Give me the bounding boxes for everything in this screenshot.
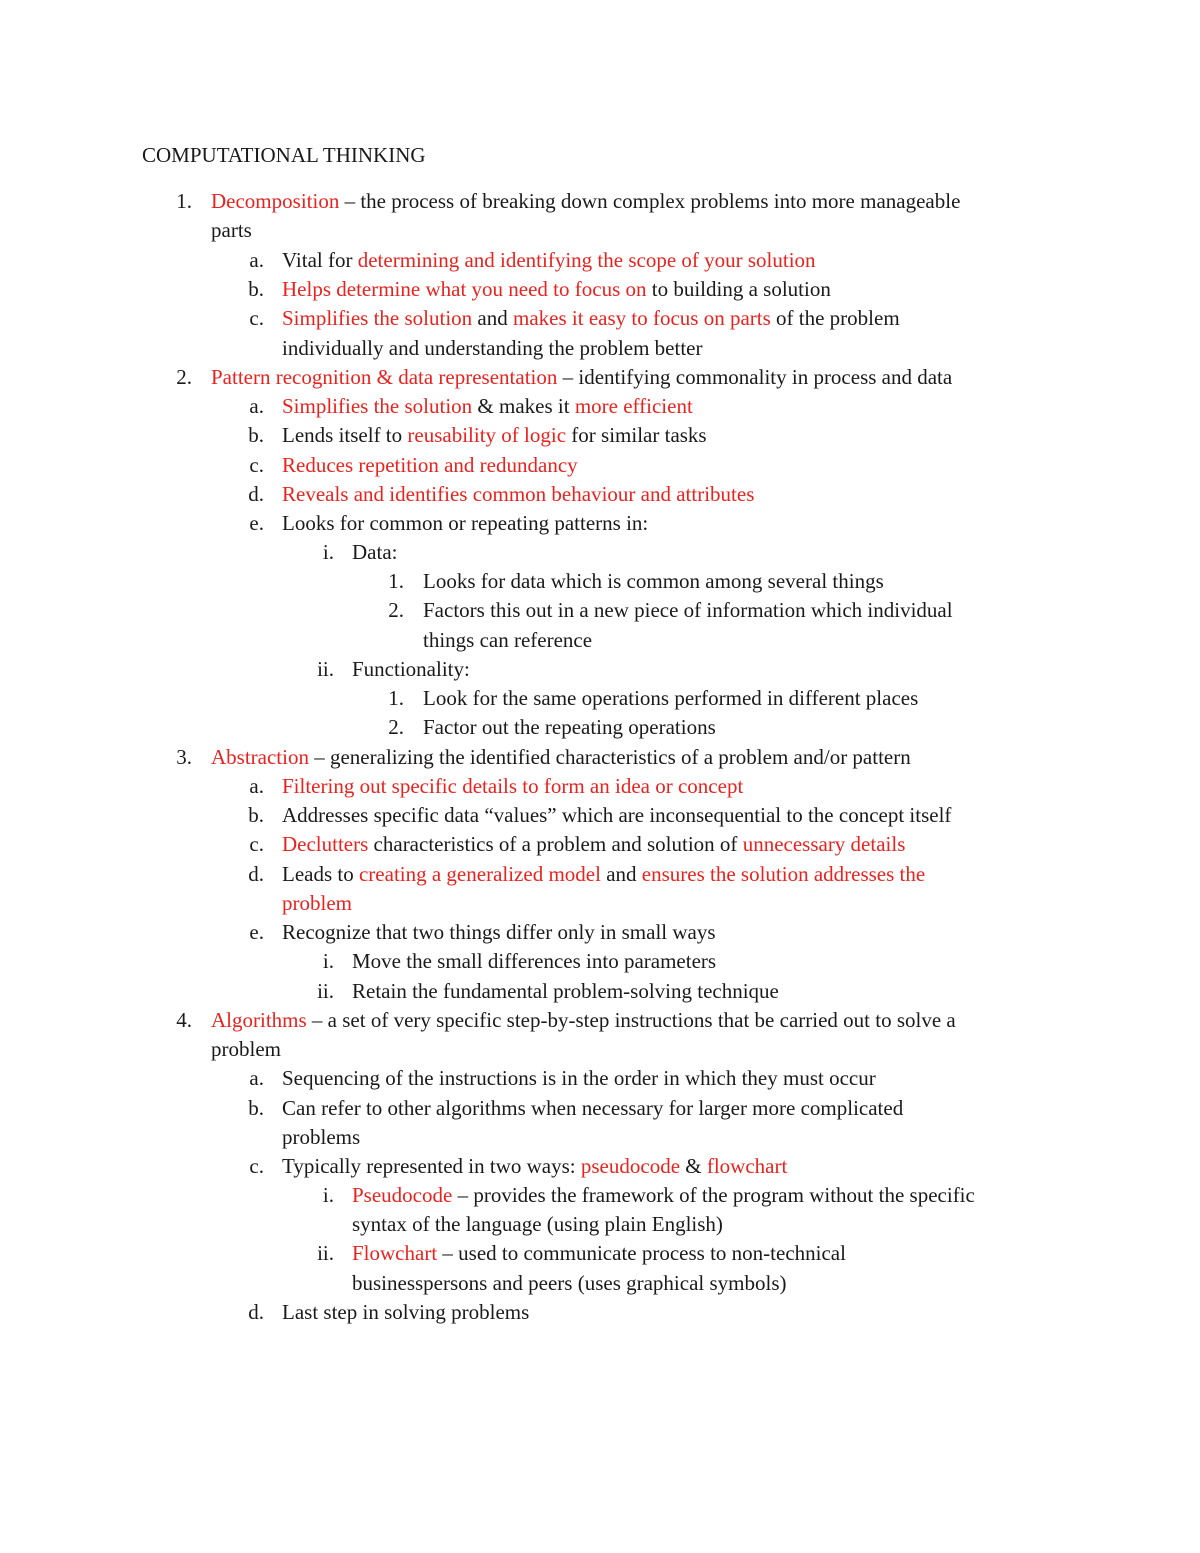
list-item-text	[282, 832, 905, 856]
highlighted-term: Simplifies the solution	[282, 394, 473, 418]
list-marker: a.	[249, 774, 264, 798]
body-text: and	[600, 862, 642, 886]
list-item-text	[282, 394, 693, 418]
list-item-text	[282, 774, 743, 798]
body-text: problem	[211, 1037, 281, 1061]
list-item-text	[282, 336, 702, 360]
body-text: Leads to	[282, 862, 359, 886]
list-marker: c.	[249, 453, 264, 477]
body-text: and	[472, 306, 513, 330]
body-text: things can reference	[423, 628, 593, 652]
list-marker: ii.	[317, 1241, 334, 1265]
highlighted-term: Decomposition	[211, 189, 340, 213]
highlighted-term: Reveals and identifies common behaviour and attributes	[282, 482, 755, 506]
list-item-text	[282, 423, 707, 447]
list-item-text	[352, 949, 716, 973]
highlighted-term: more efficient	[574, 394, 693, 418]
highlighted-term: determining and identifying the scope of your solution	[357, 248, 816, 272]
body-text: Typically represented in two ways:	[282, 1154, 581, 1178]
list-marker: c.	[249, 306, 264, 330]
body-text: Looks for common or repeating patterns in:	[282, 511, 649, 535]
body-text: &	[680, 1154, 707, 1178]
list-item-text	[352, 1183, 975, 1207]
list-item-text	[352, 1241, 846, 1265]
body-text: Move the small differences into parameters	[352, 949, 717, 973]
highlighted-term: creating a generalized model	[358, 862, 601, 886]
list-marker: 1.	[388, 686, 404, 710]
list-marker: e.	[249, 511, 264, 535]
list-item-text	[282, 511, 648, 535]
list-marker: 4.	[176, 1008, 192, 1032]
list-item-text	[352, 1271, 787, 1295]
body-text: Last step in solving problems	[282, 1300, 530, 1324]
highlighted-term: Flowchart	[352, 1241, 438, 1265]
list-item-text	[282, 277, 831, 301]
list-item-text	[282, 1154, 787, 1178]
body-text: – a set of very specific step-by-step instructions that be carried out to solve a	[306, 1008, 956, 1032]
list-item-text	[423, 715, 716, 739]
body-text: Data:	[352, 540, 398, 564]
body-text: to building a solution	[646, 277, 831, 301]
list-item-text	[352, 979, 779, 1003]
list-marker: 3.	[176, 745, 192, 769]
list-item-text	[423, 628, 592, 652]
body-text: – identifying commonality in process and data	[557, 365, 953, 389]
list-marker: b.	[248, 277, 264, 301]
body-text: – provides the framework of the program without the specific	[452, 1183, 975, 1207]
list-item-text	[211, 745, 911, 769]
body-text: Vital for	[282, 248, 358, 272]
body-text: – generalizing the identified characteristics of a problem and/or pattern	[308, 745, 911, 769]
list-item-text	[423, 569, 884, 593]
list-item-text	[211, 1008, 956, 1032]
body-text: Retain the fundamental problem-solving technique	[352, 979, 779, 1003]
list-marker: a.	[249, 1066, 264, 1090]
list-item-text	[423, 686, 918, 710]
body-text: & makes it	[472, 394, 575, 418]
list-marker: b.	[248, 803, 264, 827]
body-text: for similar tasks	[566, 423, 707, 447]
list-item-text	[282, 1300, 529, 1324]
body-text: individually and understanding the problem better	[282, 336, 703, 360]
highlighted-term: problem	[282, 891, 352, 915]
body-text: Recognize that two things differ only in small ways	[282, 920, 716, 944]
body-text: businesspersons and peers (uses graphical symbols)	[352, 1271, 787, 1295]
list-item-text	[282, 453, 578, 477]
highlighted-term: Abstraction	[211, 745, 309, 769]
list-item-text	[282, 920, 716, 944]
body-text: syntax of the language (using plain English)	[352, 1212, 723, 1236]
list-marker: ii.	[317, 657, 334, 681]
highlighted-term: Reduces repetition and redundancy	[282, 453, 578, 477]
list-marker: ii.	[317, 979, 334, 1003]
list-item-text	[352, 540, 397, 564]
body-text: Functionality:	[352, 657, 470, 681]
list-marker: d.	[248, 862, 264, 886]
body-text: Sequencing of the instructions is in the order in which they must occur	[282, 1066, 876, 1090]
list-item-text	[282, 248, 816, 272]
highlighted-term: flowchart	[706, 1154, 788, 1178]
highlighted-term: reusability of logic	[407, 423, 567, 447]
list-marker: 2.	[388, 715, 404, 739]
list-item-text	[282, 1125, 360, 1149]
highlighted-term: makes it easy to focus on parts	[513, 306, 771, 330]
list-item-text	[282, 1066, 876, 1090]
list-marker: e.	[249, 920, 264, 944]
highlighted-term: Declutters	[282, 832, 369, 856]
list-item-text	[211, 1037, 281, 1061]
list-marker: d.	[248, 1300, 264, 1324]
list-item-text	[282, 1096, 903, 1120]
highlighted-term: unnecessary details	[742, 832, 906, 856]
list-item-text	[423, 598, 953, 622]
body-text: parts	[211, 218, 252, 242]
highlighted-term: Pseudocode	[352, 1183, 453, 1207]
highlighted-term: Helps determine what you need to focus on	[282, 277, 647, 301]
body-text: Look for the same operations performed in different places	[423, 686, 919, 710]
highlighted-term: Simplifies the solution	[282, 306, 473, 330]
list-marker: c.	[249, 1154, 264, 1178]
list-item-text	[211, 218, 252, 242]
highlighted-term: Pattern recognition & data representation	[211, 365, 558, 389]
list-item-text	[282, 862, 925, 886]
list-marker: d.	[248, 482, 264, 506]
list-item-text	[211, 189, 960, 213]
list-marker: i.	[322, 949, 334, 973]
list-item-text	[282, 891, 352, 915]
list-item-text	[211, 365, 952, 389]
document-title: COMPUTATIONAL THINKING	[142, 143, 426, 167]
list-marker: b.	[248, 423, 264, 447]
body-text: Factors this out in a new piece of information which individual	[423, 598, 953, 622]
list-item-text	[282, 306, 900, 330]
list-item-text	[282, 803, 951, 827]
body-text: Lends itself to	[282, 423, 408, 447]
list-marker: a.	[249, 248, 264, 272]
list-marker: i.	[322, 540, 334, 564]
highlighted-term: ensures the solution addresses the	[641, 862, 926, 886]
list-marker: 1.	[176, 189, 192, 213]
body-text: – the process of breaking down complex problems into more manageable	[339, 189, 961, 213]
list-item-text	[282, 482, 754, 506]
list-item-text	[352, 657, 470, 681]
list-marker: 2.	[176, 365, 192, 389]
body-text: of the problem	[770, 306, 900, 330]
body-text: characteristics of a problem and solution of	[368, 832, 743, 856]
list-marker: i.	[322, 1183, 334, 1207]
list-marker: 1.	[388, 569, 404, 593]
body-text: Addresses specific data “values” which are inconsequential to the concept itself	[282, 803, 952, 827]
list-marker: c.	[249, 832, 264, 856]
body-text: Can refer to other algorithms when necessary for larger more complicated	[282, 1096, 904, 1120]
list-marker: b.	[248, 1096, 264, 1120]
highlighted-term: Algorithms	[211, 1008, 307, 1032]
body-text: Factor out the repeating operations	[423, 715, 716, 739]
highlighted-term: pseudocode	[580, 1154, 681, 1178]
body-text: – used to communicate process to non-technical	[437, 1241, 846, 1265]
body-text: Looks for data which is common among several things	[423, 569, 884, 593]
list-marker: a.	[249, 394, 264, 418]
highlighted-term: Filtering out specific details to form an idea or concept	[282, 774, 744, 798]
list-item-text	[352, 1212, 723, 1236]
list-marker: 2.	[388, 598, 404, 622]
body-text: problems	[282, 1125, 361, 1149]
